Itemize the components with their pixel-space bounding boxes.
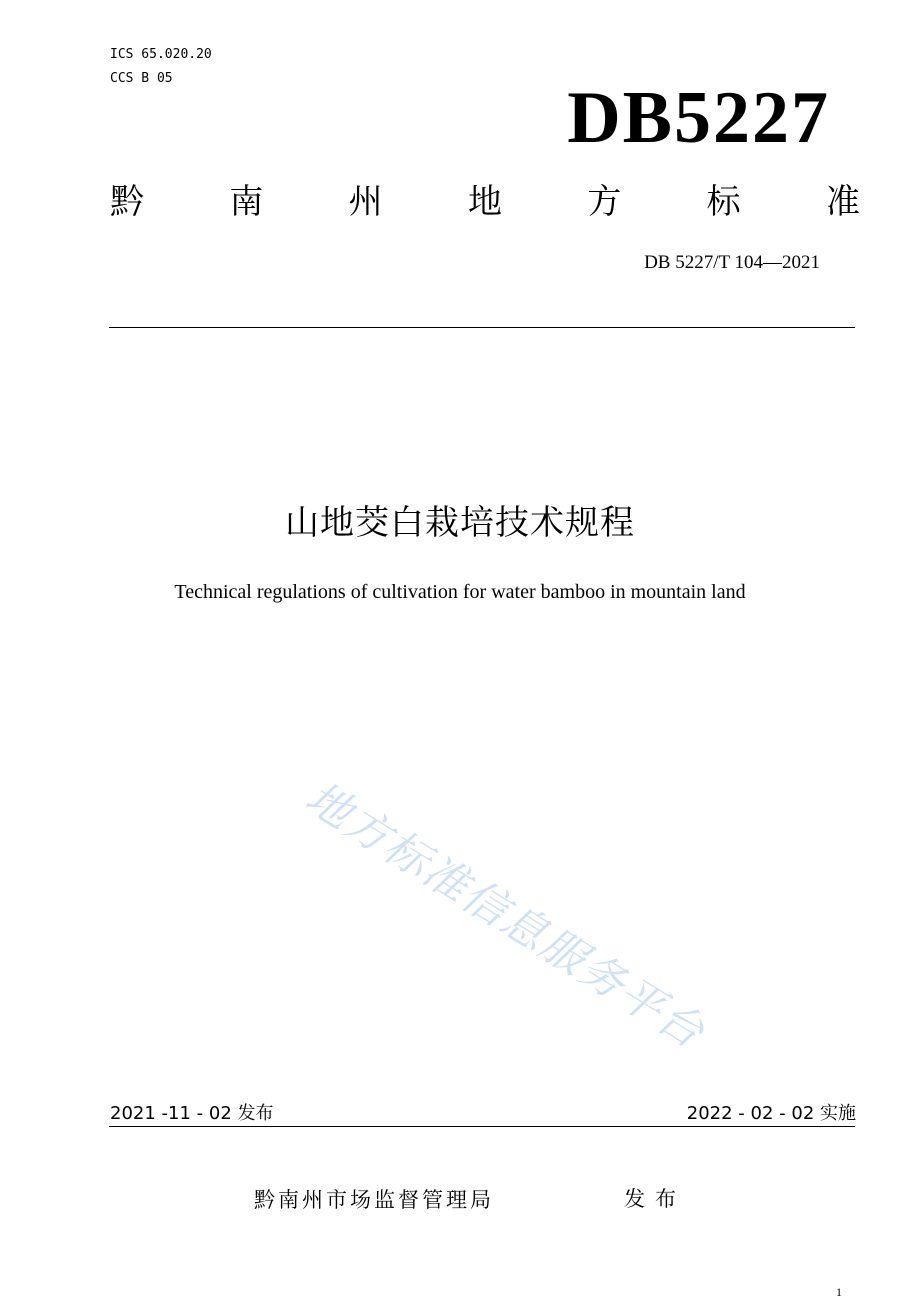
standard-type-heading [110,180,860,224]
issuing-authority: 黔南州市场监督管理局 [254,1188,494,1212]
standard-type-char: 州 [348,182,383,222]
header-divider [109,327,855,328]
standard-type-char: 准 [825,182,860,222]
document-title-english: Technical regulations of cultivation for water bamboo in mountain land [174,581,746,603]
standard-type-char: 黔 [110,182,144,222]
publish-date: 2021 -11 - 02 发布 [110,1103,274,1124]
page-number: 1 [836,1285,842,1299]
ics-code: ICS 65.020.20 [110,47,212,62]
implementation-date: 2022 - 02 - 02 实施 [686,1103,856,1124]
db-code-logo: DB5227 [567,77,830,159]
footer-divider [109,1126,855,1127]
document-title-chinese: 山地茭白栽培技术规程 [285,503,635,543]
standard-type-char: 地 [467,182,502,222]
standard-type-char: 南 [229,182,264,222]
standard-type-char: 标 [706,182,741,222]
standard-number: DB 5227/T 104—2021 [644,252,820,273]
ccs-code: CCS B 05 [110,71,173,86]
standard-type-char: 方 [587,182,622,222]
watermark: 地方标准信息服务平台 [296,772,714,1060]
issue-label: 发布 [624,1187,686,1211]
